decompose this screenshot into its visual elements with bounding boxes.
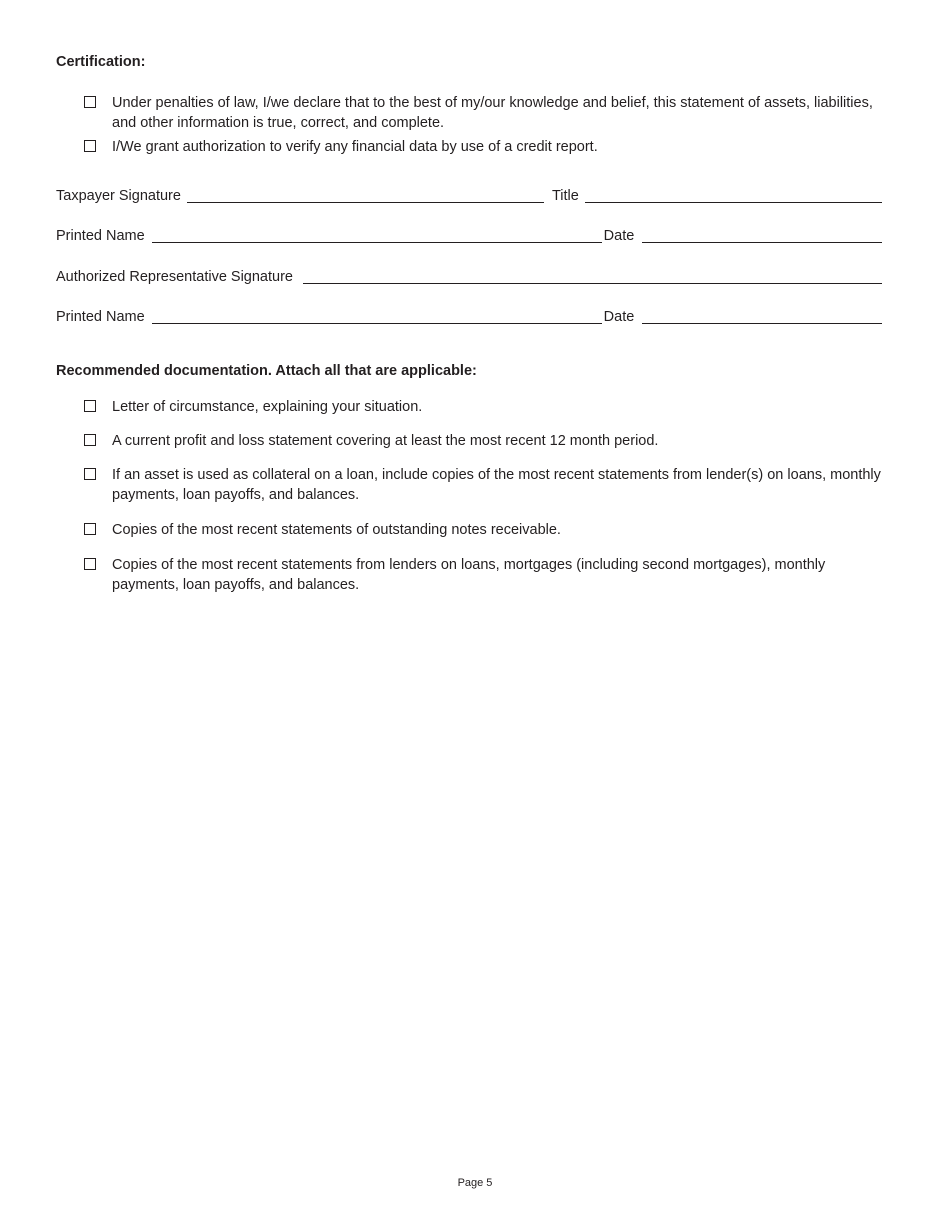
date-label-2: Date bbox=[603, 309, 635, 325]
authorized-representative-signature-label: Authorized Representative Signature bbox=[56, 269, 293, 285]
certification-declaration-text: Under penalties of law, I/we declare that to the best of my/our knowledge and belief, this statement of assets, liabilities, and other information is true, correct, and complete. bbox=[112, 95, 873, 131]
documentation-heading: Recommended documentation. Attach all that are applicable: bbox=[56, 363, 477, 379]
taxpayer-printed-name-row bbox=[56, 224, 882, 246]
certification-heading: Certification: bbox=[56, 54, 146, 70]
page-number: Page 5 bbox=[457, 1177, 493, 1189]
taxpayer-signature-line[interactable] bbox=[187, 202, 544, 203]
certification-credit-authorization-text: I/We grant authorization to verify any financial data by use of a credit report. bbox=[112, 139, 598, 155]
doc-notes-receivable-text: Copies of the most recent statements of outstanding notes receivable. bbox=[112, 522, 561, 538]
title-line[interactable] bbox=[585, 202, 882, 203]
representative-printed-name-row bbox=[56, 305, 882, 327]
printed-name-line[interactable] bbox=[152, 242, 602, 243]
date-line-2[interactable] bbox=[642, 323, 882, 324]
doc-item-letter-of-circumstance bbox=[84, 397, 884, 417]
doc-item-collateral-statements bbox=[84, 465, 884, 505]
doc-notes-receivable-checkbox[interactable] bbox=[84, 523, 96, 535]
certification-credit-authorization-checkbox[interactable] bbox=[84, 140, 96, 152]
certification-credit-authorization-item bbox=[84, 137, 884, 157]
doc-letter-of-circumstance-text: Letter of circumstance, explaining your situation. bbox=[112, 399, 423, 415]
certification-declaration-item bbox=[84, 93, 884, 133]
printed-name-label: Printed Name bbox=[56, 228, 145, 244]
doc-lender-statements-checkbox[interactable] bbox=[84, 558, 96, 570]
authorized-representative-signature-row bbox=[56, 265, 882, 287]
printed-name-label-2: Printed Name bbox=[56, 309, 145, 325]
doc-letter-of-circumstance-checkbox[interactable] bbox=[84, 400, 96, 412]
title-label: Title bbox=[551, 188, 579, 204]
authorized-representative-signature-line[interactable] bbox=[303, 283, 882, 284]
date-label: Date bbox=[603, 228, 635, 244]
date-line[interactable] bbox=[642, 242, 882, 243]
doc-collateral-statements-text: If an asset is used as collateral on a loan, include copies of the most recent statements from lender(s) on loans, monthly payments, loan payoffs, and balances. bbox=[112, 467, 881, 503]
doc-item-lender-statements bbox=[84, 555, 884, 595]
doc-profit-loss-statement-text: A current profit and loss statement covering at least the most recent 12 month period. bbox=[112, 433, 659, 449]
taxpayer-signature-row bbox=[56, 184, 882, 206]
printed-name-line-2[interactable] bbox=[152, 323, 602, 324]
taxpayer-signature-label: Taxpayer Signature bbox=[56, 188, 181, 204]
doc-item-profit-loss-statement bbox=[84, 431, 884, 451]
doc-lender-statements-text: Copies of the most recent statements from lenders on loans, mortgages (including second mortgages), monthly payments, loan payoffs, and balances. bbox=[112, 557, 826, 593]
doc-item-notes-receivable bbox=[84, 520, 884, 540]
doc-profit-loss-statement-checkbox[interactable] bbox=[84, 434, 96, 446]
doc-collateral-statements-checkbox[interactable] bbox=[84, 468, 96, 480]
certification-declaration-checkbox[interactable] bbox=[84, 96, 96, 108]
